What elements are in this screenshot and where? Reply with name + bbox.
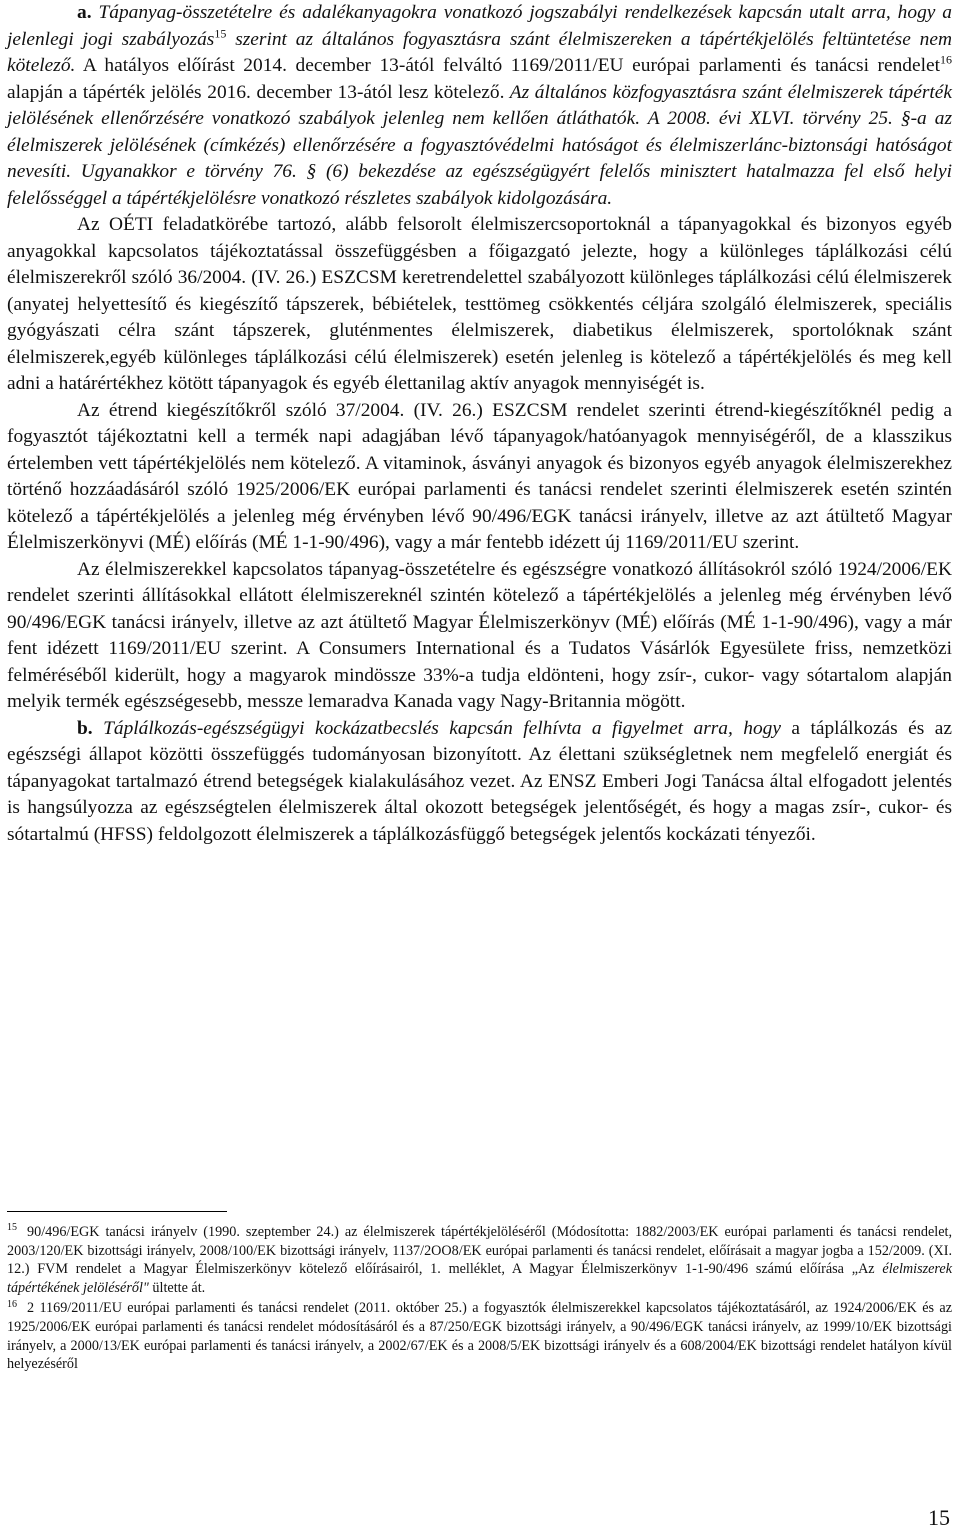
para-a-italic-4: -a az élelmiszerek jelölésének (címkézés) ellenőrzésére a fogyasztóvédelmi hatóságot és élelmiszerlánc-biztonsági hatóságot nevesíti. Ugyanakkor e törvény 76.: [7, 108, 952, 182]
footnote-divider: [7, 1211, 227, 1212]
paragraph-b: [7, 716, 952, 849]
paragraph-oeti: Az OÉTI feladatkörébe tartozó, alább felsorolt élelmiszercsoportoknál a tápanyagokkal és bizonyos egyéb anyagokkal kapcsolatos tájékoztatással összefüggésben a főigazgató jelezte, hogy a különleges táplálkozási célú élelmiszerekről szóló 36/2004. (IV. 26.) ESZCSM keretrendelettel szabályozott különleges táplálkozási célú élelmiszerek (anyatej helyettesítő és kiegészítő tápszerek, bébiételek, testtömeg csökkentés céljára szolgáló élelmiszerek, speciális gyógyászati célra szánt tápszerek, gluténmentes élelmiszerek, diabetikus élelmiszerek, sportolóknak szánt élelmiszerek,egyéb különleges táplálkozási célú élelmiszerek) esetén jelenleg is kötelező a tápértékjelölés és meg kell adni a határértékhez kötött tápanyagok és egyéb élettanilag aktív anyagok mennyiségét is.: [7, 214, 952, 394]
paragraph-a: [7, 0, 952, 212]
footnote-15: [7, 1223, 952, 1297]
para-a-italic-5: (6) bekezdése az egészségügyért felelős minisztert hatalmazza fel első helyi felelősséggel a tápértékjelölésre vonatkozó részletes szabályok kidolgozására.: [7, 161, 953, 209]
footnote-text: 90/496/EGK tanácsi irányelv (1990. szeptember 24.) az élelmiszerek tápértékjelöléséről (Módosította: 1882/2003/EK európai parlamenti és tanácsi rendelet, 2003/120/EK bizottsági irányelv, 2008/100/EK bizottsági irányelv, 1137/2OO8/EK európai parlamenti és tanácsi rendelet, előírásait a magyar jogba a 152/2009. (XI. 12.) FVM rendelet a Magyar Élelmiszerkönyv kötelező előírásairól, 1. melléklet, A Magyar Élelmiszerkönyv 1-1-90/496 számú előírása „Az: [7, 1224, 952, 1278]
para-a-italic-1: Tápanyag-összetételre és adalékanyagokra vonatkozó jogszabályi rendelkezések kapcsán utalt arra, hogy a jelenlegi jogi szabályozás: [7, 2, 952, 50]
para-a-italic-3: Az általános közfogyasztásra szánt élelmiszerek tápérték jelölésének ellenőrzésére vonatkozó szabályok jelenleg nem kellően átláthatók. A 2008. évi XLVI. törvény 25.: [7, 81, 952, 129]
footnote-ref-16[interactable]: 16: [940, 52, 952, 67]
footnote-tail: ültette át.: [148, 1279, 206, 1296]
para-a-plain-2: alapján a tápérték jelölés 2016. december 13-ától lesz kötelező.: [7, 81, 505, 103]
document-page: [7, 0, 952, 1537]
footnotes: [7, 1223, 952, 1376]
paragraph-etrend: Az étrend kiegészítőkről szóló 37/2004. (IV. 26.) ESZCSM rendelet szerinti étrend-kiegészítőknél pedig a fogyasztót tájékoztatni kell a termék napi adagjában lévő tápanyagok/hatóanyagok mennyiségéről, de a klasszikus értelemben vett tápértékjelölés nem kötelező. A vitaminok, ásványi anyagok és bizonyos egyéb anyagok élelmiszerekhez történő hozzáadásáról szóló 1925/2006/EK európai parlamenti és tanácsi rendelet szerinti élelmiszerek esetén szintén kötelező a tápértékjelölés a jelenleg még érvényben lévő 90/496/EGK tanácsi irányelv, illetve az azt átültető Magyar Élelmiszerkönyvi (MÉ) előírás (MÉ 1-1-90/496), vagy a már fentebb idézett új 1169/2011/EU szerint.: [7, 399, 952, 553]
footnote-italic: élelmiszerek tápértékének jelöléséről": [7, 1261, 952, 1296]
footnote-text: 2 1169/2011/EU európai parlamenti és tanácsi rendelet (2011. október 25.) a fogyasztók élelmiszerekkel kapcsolatos tájékoztatásáról, az 1924/2006/EK és az 1925/2006/EK európai parlamenti és tanácsi rendelet módosításáról és a 87/250/EGK bizottsági irányelv, a 90/496/EGK tanácsi irányelv, az 1999/10/EK bizottsági irányelv, a 2000/13/EK európai parlamenti és tanácsi irányelv, a 2002/67/EK és a 2008/5/EK bizottsági irányelv és a 608/2004/EK bizottsági rendelet hatályon kívül helyezéséről: [7, 1300, 952, 1373]
section-sign-2: §: [306, 161, 317, 182]
paragraph-allitasok: Az élelmiszerekkel kapcsolatos tápanyag-összetételre és egészségre vonatkozó állításokról szóló 1924/2006/EK rendelet szerinti állításokkal ellátott élelmiszereknél szintén kötelező a tápértékjelölés a jelenleg még érvényben lévő 90/496/EGK tanácsi irányelv, illetve az azt átültető Magyar Élelmiszerkönyv (MÉ) előírás (MÉ 1-1-90/496), vagy a már fent idézett 1169/2011/EU szerint. A Consumers International és a Tudatos Vásárlók Egyesülete friss, nemzetközi felméréséből kiderült, hogy a magyarok mindössze 33%-a tudja eldönteni, hogy zsír-, cukor- vagy sótartalom alapján melyik termék egészségesebb, messze lemaradva Kanada vagy Nagy-Britannia mögött.: [7, 558, 952, 712]
section-sign-1: §: [900, 108, 911, 129]
page-number: 15: [928, 1505, 950, 1530]
footnote-number: 15: [7, 1222, 17, 1234]
para-b-italic: Táplálkozás-egészségügyi kockázatbecslés kapcsán felhívta a figyelmet arra, hogy: [103, 717, 781, 739]
para-b-plain: a táplálkozás és az egészségi állapot közötti összefüggés tudományosan bizonyított. Az élettani szükségletnek nem megfelelő energiát és tápanyagokat tartalmazó étrend betegségek kialakulásához vezet. Az ENSZ Emberi Jogi Tanácsa által elfogadott jelentés is hangsúlyozza az egészségtelen élelmiszerek által okozott betegségek jelentőségét, és hogy a magas zsír-, cukor- és sótartalmú (HFSS) feldolgozott élelmiszerek a táplálkozásfüggő betegségek jelentős kockázati tényezői.: [7, 717, 952, 845]
footnote-16: [7, 1299, 952, 1373]
main-text: [7, 0, 952, 848]
para-a-italic-2: szerint az általános fogyasztásra szánt élelmiszereken a tápértékjelölés feltüntetése nem kötelező.: [7, 28, 952, 76]
item-marker-a: a.: [77, 2, 92, 23]
para-a-plain-1: A hatályos előírást 2014. december 13-ától felváltó 1169/2011/EU európai parlamenti és tanácsi rendelet: [75, 55, 940, 76]
footnote-number: 16: [7, 1298, 17, 1310]
item-marker-b: b.: [77, 717, 93, 739]
footnote-ref-15[interactable]: 15: [214, 26, 227, 41]
